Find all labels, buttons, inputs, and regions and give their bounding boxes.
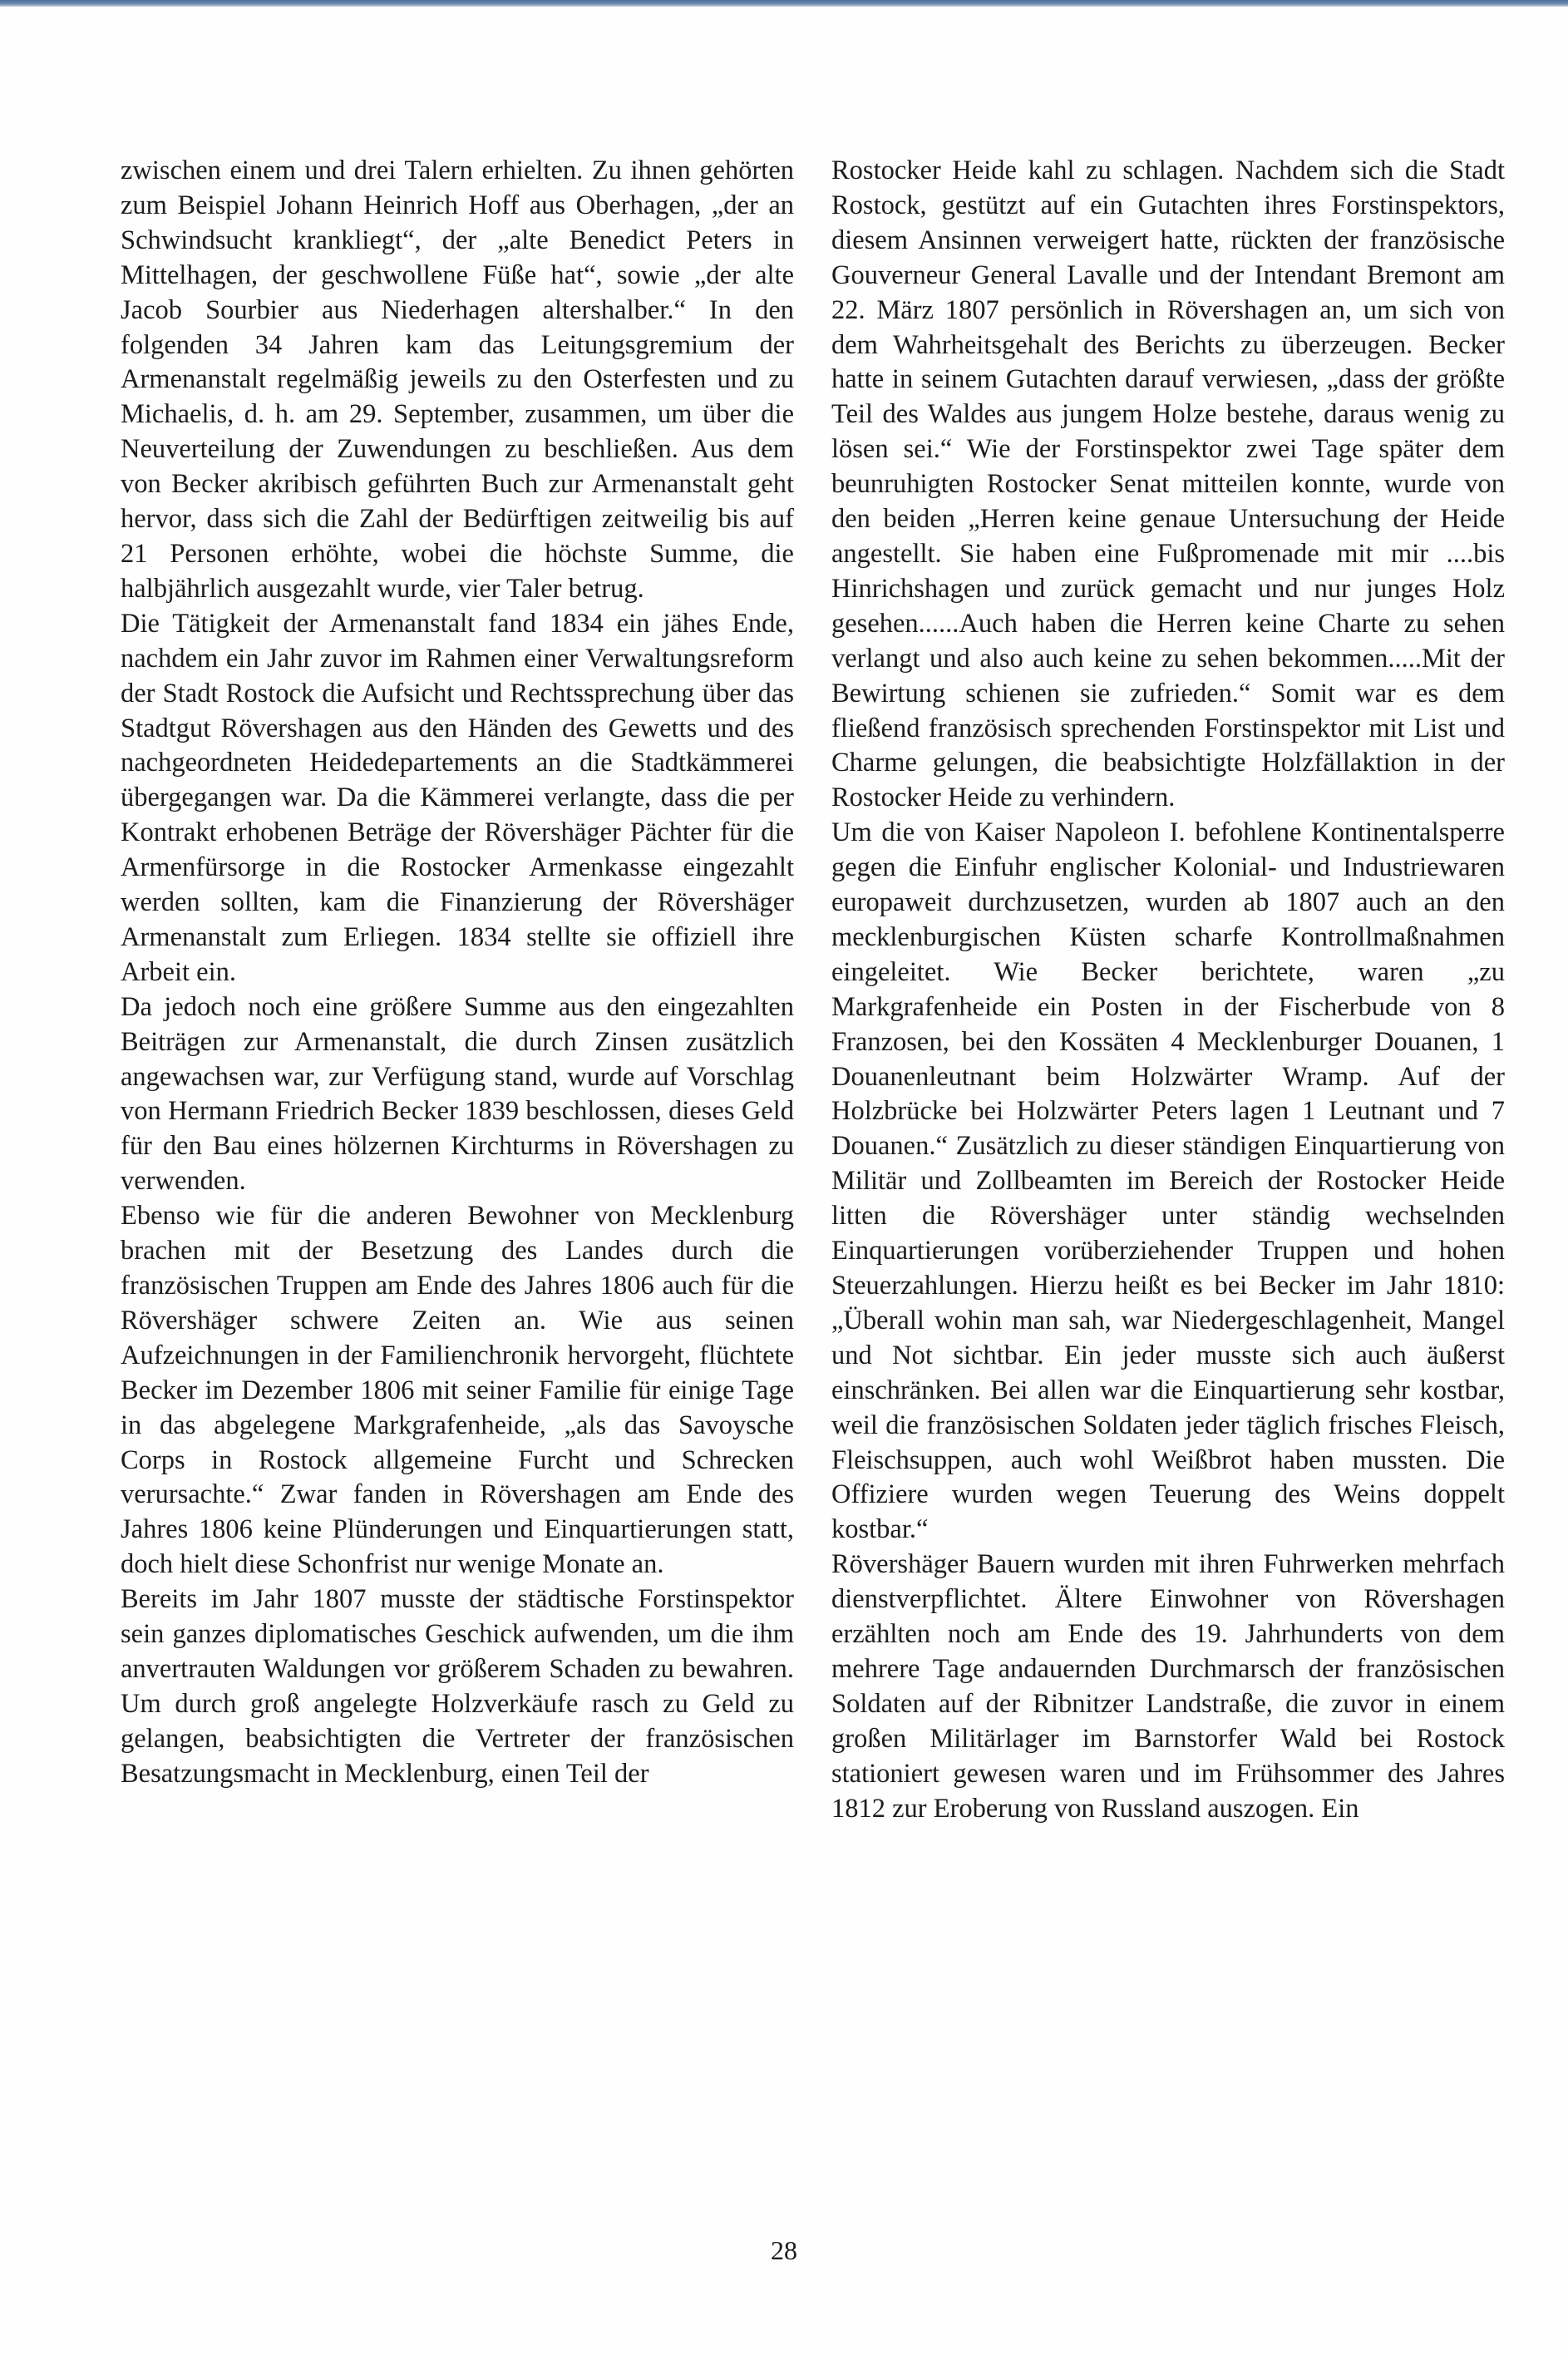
paragraph: Bereits im Jahr 1807 musste der städtische Forstinspektor sein ganzes diplomatisches Geschick aufwenden, um die ihm anvertrauten Waldungen vor größerem Schaden zu bewahren. Um durch groß angelegte Holzverkäufe rasch zu Geld zu gelangen, beabsichtigten die Vertreter der französischen Besatzungsmacht in Mecklenburg, einen Teil der [121,1584,794,1789]
paragraph: Ebenso wie für die anderen Bewohner von Mecklenburg brachen mit der Besetzung des Landes durch die französischen Truppen am Ende des Jahres 1806 auch für die Rövershäger schwere Zeiten an. Wie aus seinen Aufzeichnungen in der Familienchronik hervorgeht, flüchtete Becker im Dezember 1806 mit seiner Familie für einige Tage in das abgelegene Markgrafenheide, „als das Savoysche Corps in Rostock allgemeine Furcht und Schrecken verursachte.“ Zwar fanden in Rövershagen am Ende des Jahres 1806 keine Plünderungen und Einquartierungen statt, doch hielt diese Schonfrist nur wenige Monate an. [121,1201,794,1580]
right-text-column [831,154,1505,1827]
paragraph: Um die von Kaiser Napoleon I. befohlene Kontinentalsperre gegen die Einfuhr englischer Kolonial- und Industriewaren europaweit durchzusetzen, wurden ab 1807 auch an den mecklenburgischen Küsten scharfe Kontrollmaßnahmen eingeleitet. Wie Becker berichtete, waren „zu Markgrafenheide ein Posten in der Fischerbude von 8 Franzosen, bei den Kossäten 4 Mecklenburger Douanen, 1 Douanenleutnant beim Holzwärter Wramp. Auf der Holzbrücke bei Holzwärter Peters lagen 1 Leutnant und 7 Douanen.“ Zusätzlich zu dieser ständigen Einquartierung von Militär und Zollbeamten im Bereich der Rostocker Heide litten die Rövershäger unter ständig wechselnden Einquartierungen vorüberziehender Truppen und hohen Steuerzahlungen. Hierzu heißt es bei Becker im Jahr 1810: „Überall wohin man sah, war Niedergeschlagenheit, Mangel und Not sichtbar. Ein jeder musste sich auch äußerst einschränken. Bei allen war die Einquartierung sehr kostbar, weil die französischen Soldaten jeder täglich frisches Fleisch, Fleischsuppen, auch wohl Weißbrot haben mussten. Die Offiziere wurden wegen Teuerung des Weins doppelt kostbar.“ [831,817,1505,1545]
paragraph: zwischen einem und drei Talern erhielten. Zu ihnen gehörten zum Beispiel Johann Heinrich Hoff aus Oberhagen, „der an Schwindsucht krankliegt“, der „alte Benedict Peters in Mittelhagen, der geschwollene Füße hat“, sowie „der alte Jacob Sourbier aus Niederhagen altershalber.“ In den folgenden 34 Jahren kam das Leitungsgremium der Armenanstalt regelmäßig jeweils zu den Osterfesten und zu Michaelis, d. h. am 29. September, zusammen, um über die Neuverteilung der Zuwendungen zu beschließen. Aus dem von Becker akribisch geführten Buch zur Armenanstalt geht hervor, dass sich die Zahl der Bedürftigen zeitweilig bis auf 21 Personen erhöhte, wobei die höchste Summe, die halbjährlich ausgezahlt wurde, vier Taler betrug. [121,156,794,604]
paragraph: Rostocker Heide kahl zu schlagen. Nachdem sich die Stadt Rostock, gestützt auf ein Gutachten ihres Forstinspektors, diesem Ansinnen verweigert hatte, rückten der französische Gouverneur General Lavalle und der Intendant Bremont am 22. März 1807 persönlich in Rövershagen an, um sich von dem Wahrheitsgehalt des Berichts zu überzeugen. Becker hatte in seinem Gutachten darauf verwiesen, „dass der größte Teil des Waldes aus jungem Holze bestehe, daraus wenig zu lösen sei.“ Wie der Forstinspektor zwei Tage später dem beunruhigten Rostocker Senat mitteilen konnte, wurde von den beiden „Herren keine genaue Untersuchung der Heide angestellt. Sie haben eine Fußpromenade mit mir ....bis Hinrichshagen und zurück gemacht und nur junges Holz gesehen......Auch haben die Herren keine Charte zu sehen verlangt und also auch keine zu sehen bekommen.....Mit der Bewirtung schienen sie zufrieden.“ Somit war es dem fließend französisch sprechenden Forstinspektor mit List und Charme gelungen, die beabsichtigte Holzfällaktion in der Rostocker Heide zu verhindern. [831,156,1505,813]
paragraph: Die Tätigkeit der Armenanstalt fand 1834 ein jähes Ende, nachdem ein Jahr zuvor im Rahmen einer Verwaltungsreform der Stadt Rostock die Aufsicht und Rechtssprechung über das Stadtgut Rövershagen aus den Händen des Gewetts und des nachgeordneten Heidedepartements an die Stadtkämmerei übergegangen war. Da die Kämmerei verlangte, dass die per Kontrakt erhobenen Beträge der Rövershäger Pächter für die Armenfürsorge in die Rostocker Armenkasse eingezahlt werden sollten, kam die Finanzierung der Rövershäger Armenanstalt zum Erliegen. 1834 stellte sie offiziell ihre Arbeit ein. [121,608,794,987]
paragraph: Da jedoch noch eine größere Summe aus den eingezahlten Beiträgen zur Armenanstalt, die durch Zinsen zusätzlich angewachsen war, zur Verfügung stand, wurde auf Vorschlag von Hermann Friedrich Becker 1839 beschlossen, dieses Geld für den Bau eines hölzernen Kirchturms in Rövershagen zu verwenden. [121,991,794,1197]
paragraph: Rövershäger Bauern wurden mit ihren Fuhrwerken mehrfach dienstverpflichtet. Ältere Einwohner von Rövershagen erzählten noch am Ende des 19. Jahrhunderts von dem mehrere Tage andauernden Durchmarsch der französischen Soldaten auf der Ribnitzer Landstraße, die zuvor in einem großen Militärlager im Barnstorfer Wald bei Rostock stationiert gewesen waren und im Frühsommer des Jahres 1812 zur Eroberung von Russland auszogen. Ein [831,1549,1505,1824]
left-text-column [121,154,794,1792]
page-number: 28 [771,2235,797,2265]
top-border-rule [0,0,1568,7]
